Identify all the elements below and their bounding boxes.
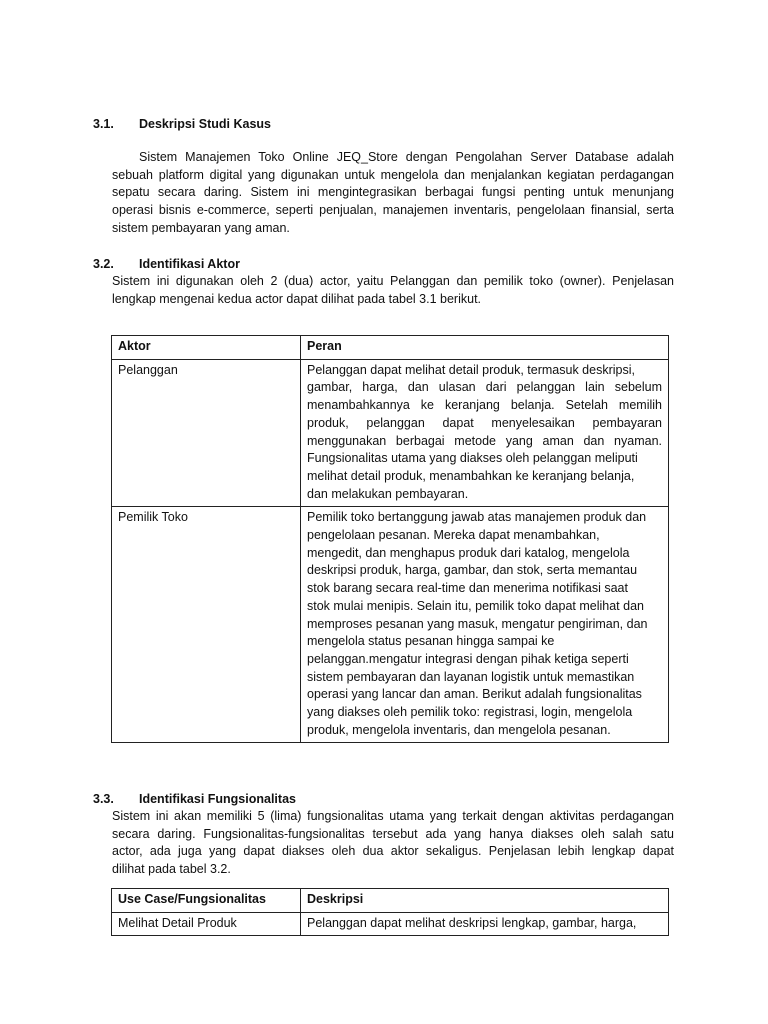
cell-line: memproses pesanan yang masuk, mengatur pengiriman, dan: [307, 616, 648, 631]
cell-line: Pemilik toko bertanggung jawab atas manajemen produk dan: [307, 510, 647, 525]
table-fungsionalitas: [111, 888, 669, 936]
table-header-row: [112, 336, 669, 360]
section-number: 3.3.: [93, 792, 114, 806]
cell-line: Fungsionalitas utama yang diakses oleh pelanggan meliputi: [307, 451, 638, 466]
cell-line: Pelanggan dapat melihat detail produk, termasuk deskripsi,: [307, 362, 635, 377]
role-cell: [301, 359, 669, 507]
table-header-cell: Deskripsi: [301, 889, 669, 913]
actor-cell: Pelanggan: [112, 359, 301, 507]
table-header-row: [112, 889, 669, 913]
cell-line: pelanggan.mengatur integrasi dengan pihak ketiga seperti: [307, 651, 629, 666]
cell-line: produk, mengelola inventaris, dan mengelola pesanan.: [307, 722, 611, 737]
paragraph-line: lengkap mengenai kedua actor dapat dilihat pada tabel 3.1 berikut.: [112, 291, 482, 306]
table-row: [112, 359, 669, 507]
section-heading-3-2: [93, 256, 393, 272]
paragraph-identifikasi-fungsionalitas: [112, 808, 674, 879]
cell-line: gambar, harga, dan ulasan dari pelanggan lain sebelum: [307, 380, 662, 395]
description-cell: Pelanggan dapat melihat deskripsi lengkap, gambar, harga,: [301, 912, 669, 936]
cell-line: menggunakan berbagai metode yang aman dan nyaman.: [307, 433, 662, 448]
cell-line: mengedit, dan menghapus produk dari katalog, mengelola: [307, 545, 630, 560]
paragraph-line: Sistem ini akan memiliki 5 (lima) fungsionalitas utama yang terkait dengan aktivitas perdagangan: [112, 809, 674, 823]
section-title: Identifikasi Aktor: [139, 257, 240, 271]
actor-cell: Pemilik Toko: [112, 507, 301, 743]
cell-line: yang diakses oleh pemilik toko: registrasi, login, mengelola: [307, 705, 633, 720]
cell-line: menambahkannya ke keranjang belanja. Setelah memilih: [307, 398, 662, 413]
table-row: [112, 507, 669, 743]
paragraph-line: sepatu secara daring. Sistem ini mengintegrasikan berbagai fungsi penting untuk menunjang: [112, 185, 674, 200]
cell-line: dan melakukan pembayaran.: [307, 486, 469, 501]
paragraph-line: dilihat pada tabel 3.2.: [112, 862, 231, 877]
table-header-cell: Peran: [301, 336, 669, 360]
section-number: 3.1.: [93, 117, 114, 131]
table-header-cell: Aktor: [112, 336, 301, 360]
cell-line: stok barang secara real-time dan menerima notifikasi saat: [307, 581, 628, 596]
role-cell: [301, 507, 669, 743]
table-header-cell: Use Case/Fungsionalitas: [112, 889, 301, 913]
paragraph-identifikasi-aktor: [112, 273, 674, 308]
cell-line: operasi yang lancar dan aman. Berikut adalah fungsionalitas: [307, 687, 642, 702]
paragraph-line: Sistem Manajemen Toko Online JEQ_Store dengan Pengolahan Server Database adalah: [139, 150, 674, 164]
paragraph-line: sebuah platform digital yang digunakan untuk mengelola dan menjalankan kegiatan perdagangan: [112, 167, 674, 182]
paragraph-line: secara daring. Fungsionalitas-fungsionalitas tersebut ada yang hanya diakses oleh salah satu: [112, 826, 674, 841]
section-heading-3-3: [93, 791, 413, 807]
table-row: [112, 912, 669, 936]
cell-line: deskripsi produk, harga, gambar, dan stok, serta memantau: [307, 563, 638, 578]
cell-line: mengelola status pesanan hingga sampai ke: [307, 634, 555, 649]
cell-line: melihat detail produk, menambahkan ke keranjang belanja,: [307, 468, 635, 483]
cell-line: pengelolaan pesanan. Mereka dapat menambahkan,: [307, 528, 600, 543]
paragraph-line: actor, ada juga yang dapat diakses oleh dua aktor sekaligus. Penjelasan lebih lengkap dapat: [112, 844, 674, 859]
paragraph-deskripsi-studi-kasus: [112, 149, 674, 238]
section-title: Deskripsi Studi Kasus: [139, 117, 271, 131]
section-title: Identifikasi Fungsionalitas: [139, 792, 296, 806]
usecase-cell: Melihat Detail Produk: [112, 912, 301, 936]
section-heading-3-1: [93, 116, 393, 132]
cell-line: produk, pelanggan dapat menyelesaikan pembayaran: [307, 415, 662, 430]
paragraph-line: Sistem ini digunakan oleh 2 (dua) actor, yaitu Pelanggan dan pemilik toko (owner). Penjelasan: [112, 274, 674, 288]
section-number: 3.2.: [93, 257, 114, 271]
paragraph-line: operasi bisnis e-commerce, seperti penjualan, manajemen inventaris, pengelolaan finansial, serta: [112, 203, 674, 218]
cell-line: sistem pembayaran dan layanan logistik untuk memastikan: [307, 669, 635, 684]
cell-line: stok mulai menipis. Selain itu, pemilik toko dapat melihat dan: [307, 598, 644, 613]
paragraph-line: sistem pembayaran yang aman.: [112, 220, 290, 235]
table-aktor-peran: [111, 335, 669, 743]
